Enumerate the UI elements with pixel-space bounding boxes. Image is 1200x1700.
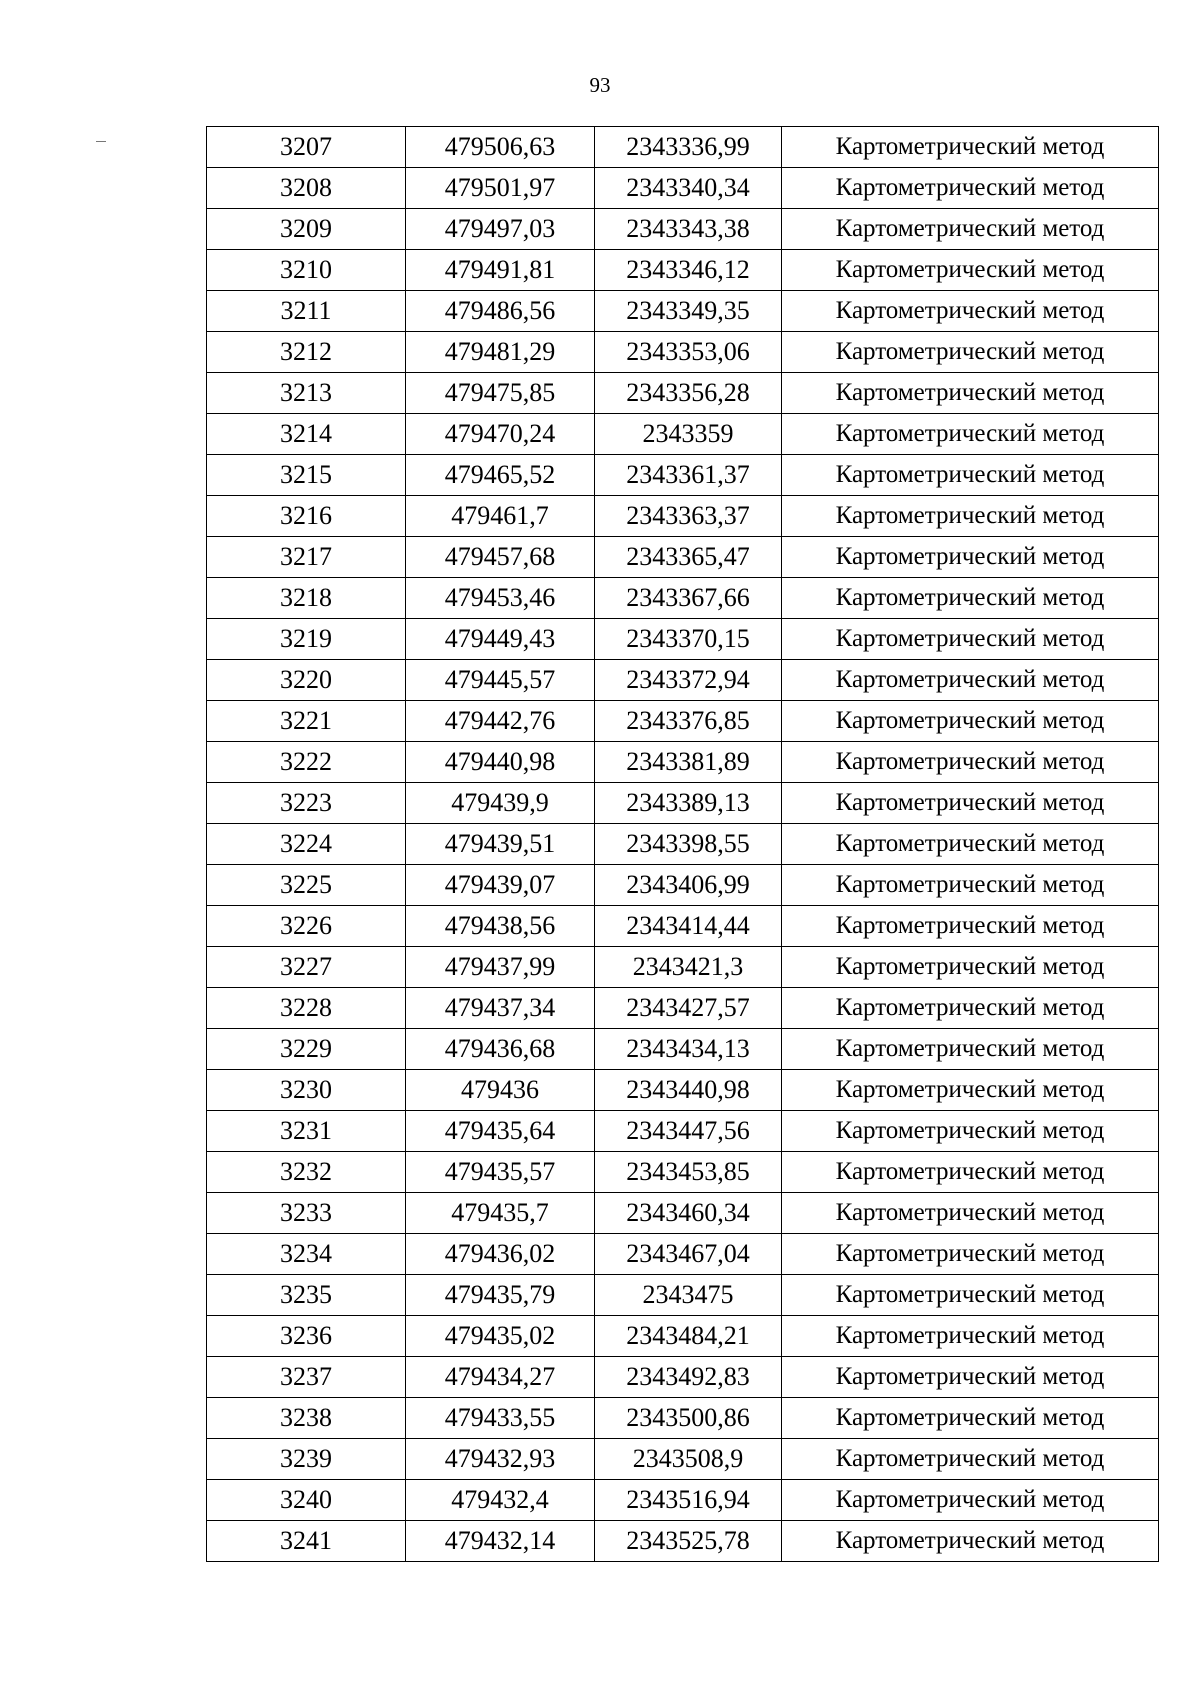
table-row bbox=[207, 414, 1159, 455]
table-row bbox=[207, 168, 1159, 209]
point-number-cell: 3229 bbox=[207, 1029, 406, 1070]
x-coordinate-cell: 479435,57 bbox=[406, 1152, 595, 1193]
table-row bbox=[207, 373, 1159, 414]
point-number-cell: 3226 bbox=[207, 906, 406, 947]
point-number-cell: 3234 bbox=[207, 1234, 406, 1275]
point-number-cell: 3239 bbox=[207, 1439, 406, 1480]
method-cell: Картометрический метод bbox=[782, 1070, 1159, 1111]
method-cell: Картометрический метод bbox=[782, 537, 1159, 578]
method-cell: Картометрический метод bbox=[782, 988, 1159, 1029]
y-coordinate-cell: 2343460,34 bbox=[595, 1193, 782, 1234]
table-row bbox=[207, 578, 1159, 619]
x-coordinate-cell: 479435,64 bbox=[406, 1111, 595, 1152]
point-number-cell: 3216 bbox=[207, 496, 406, 537]
x-coordinate-cell: 479453,46 bbox=[406, 578, 595, 619]
point-number-cell: 3231 bbox=[207, 1111, 406, 1152]
table-row bbox=[207, 660, 1159, 701]
y-coordinate-cell: 2343492,83 bbox=[595, 1357, 782, 1398]
x-coordinate-cell: 479435,7 bbox=[406, 1193, 595, 1234]
point-number-cell: 3221 bbox=[207, 701, 406, 742]
table-row bbox=[207, 291, 1159, 332]
point-number-cell: 3212 bbox=[207, 332, 406, 373]
point-number-cell: 3225 bbox=[207, 865, 406, 906]
y-coordinate-cell: 2343389,13 bbox=[595, 783, 782, 824]
x-coordinate-cell: 479439,51 bbox=[406, 824, 595, 865]
table-row bbox=[207, 1070, 1159, 1111]
method-cell: Картометрический метод bbox=[782, 209, 1159, 250]
x-coordinate-cell: 479445,57 bbox=[406, 660, 595, 701]
x-coordinate-cell: 479437,99 bbox=[406, 947, 595, 988]
point-number-cell: 3208 bbox=[207, 168, 406, 209]
table-row bbox=[207, 1234, 1159, 1275]
y-coordinate-cell: 2343346,12 bbox=[595, 250, 782, 291]
point-number-cell: 3236 bbox=[207, 1316, 406, 1357]
x-coordinate-cell: 479481,29 bbox=[406, 332, 595, 373]
method-cell: Картометрический метод bbox=[782, 701, 1159, 742]
table-row bbox=[207, 1111, 1159, 1152]
y-coordinate-cell: 2343440,98 bbox=[595, 1070, 782, 1111]
table-row bbox=[207, 1480, 1159, 1521]
y-coordinate-cell: 2343340,34 bbox=[595, 168, 782, 209]
method-cell: Картометрический метод bbox=[782, 414, 1159, 455]
method-cell: Картометрический метод bbox=[782, 1521, 1159, 1562]
y-coordinate-cell: 2343359 bbox=[595, 414, 782, 455]
y-coordinate-cell: 2343516,94 bbox=[595, 1480, 782, 1521]
method-cell: Картометрический метод bbox=[782, 865, 1159, 906]
method-cell: Картометрический метод bbox=[782, 332, 1159, 373]
point-number-cell: 3228 bbox=[207, 988, 406, 1029]
x-coordinate-cell: 479439,9 bbox=[406, 783, 595, 824]
point-number-cell: 3240 bbox=[207, 1480, 406, 1521]
method-cell: Картометрический метод bbox=[782, 127, 1159, 168]
y-coordinate-cell: 2343365,47 bbox=[595, 537, 782, 578]
x-coordinate-cell: 479501,97 bbox=[406, 168, 595, 209]
x-coordinate-cell: 479432,93 bbox=[406, 1439, 595, 1480]
table-row bbox=[207, 619, 1159, 660]
table-row bbox=[207, 1316, 1159, 1357]
method-cell: Картометрический метод bbox=[782, 291, 1159, 332]
table-row bbox=[207, 947, 1159, 988]
x-coordinate-cell: 479470,24 bbox=[406, 414, 595, 455]
table-row bbox=[207, 1398, 1159, 1439]
point-number-cell: 3219 bbox=[207, 619, 406, 660]
x-coordinate-cell: 479475,85 bbox=[406, 373, 595, 414]
y-coordinate-cell: 2343372,94 bbox=[595, 660, 782, 701]
table-row bbox=[207, 1193, 1159, 1234]
y-coordinate-cell: 2343467,04 bbox=[595, 1234, 782, 1275]
table-row bbox=[207, 250, 1159, 291]
method-cell: Картометрический метод bbox=[782, 1234, 1159, 1275]
method-cell: Картометрический метод bbox=[782, 168, 1159, 209]
point-number-cell: 3217 bbox=[207, 537, 406, 578]
y-coordinate-cell: 2343525,78 bbox=[595, 1521, 782, 1562]
y-coordinate-cell: 2343353,06 bbox=[595, 332, 782, 373]
point-number-cell: 3237 bbox=[207, 1357, 406, 1398]
method-cell: Картометрический метод bbox=[782, 373, 1159, 414]
table-row bbox=[207, 1521, 1159, 1562]
method-cell: Картометрический метод bbox=[782, 1111, 1159, 1152]
y-coordinate-cell: 2343508,9 bbox=[595, 1439, 782, 1480]
method-cell: Картометрический метод bbox=[782, 660, 1159, 701]
x-coordinate-cell: 479461,7 bbox=[406, 496, 595, 537]
y-coordinate-cell: 2343414,44 bbox=[595, 906, 782, 947]
table-row bbox=[207, 496, 1159, 537]
x-coordinate-cell: 479436 bbox=[406, 1070, 595, 1111]
table-row bbox=[207, 127, 1159, 168]
y-coordinate-cell: 2343349,35 bbox=[595, 291, 782, 332]
table-row bbox=[207, 906, 1159, 947]
table-row bbox=[207, 1152, 1159, 1193]
table-row bbox=[207, 783, 1159, 824]
coordinates-table-body bbox=[207, 127, 1159, 1562]
y-coordinate-cell: 2343381,89 bbox=[595, 742, 782, 783]
method-cell: Картометрический метод bbox=[782, 1193, 1159, 1234]
table-row bbox=[207, 824, 1159, 865]
table-row bbox=[207, 988, 1159, 1029]
point-number-cell: 3233 bbox=[207, 1193, 406, 1234]
point-number-cell: 3222 bbox=[207, 742, 406, 783]
point-number-cell: 3238 bbox=[207, 1398, 406, 1439]
table-row bbox=[207, 1357, 1159, 1398]
x-coordinate-cell: 479435,79 bbox=[406, 1275, 595, 1316]
point-number-cell: 3223 bbox=[207, 783, 406, 824]
table-row bbox=[207, 537, 1159, 578]
y-coordinate-cell: 2343484,21 bbox=[595, 1316, 782, 1357]
x-coordinate-cell: 479435,02 bbox=[406, 1316, 595, 1357]
y-coordinate-cell: 2343356,28 bbox=[595, 373, 782, 414]
y-coordinate-cell: 2343343,38 bbox=[595, 209, 782, 250]
coordinates-table bbox=[206, 126, 1159, 1562]
point-number-cell: 3210 bbox=[207, 250, 406, 291]
y-coordinate-cell: 2343427,57 bbox=[595, 988, 782, 1029]
y-coordinate-cell: 2343475 bbox=[595, 1275, 782, 1316]
point-number-cell: 3214 bbox=[207, 414, 406, 455]
method-cell: Картометрический метод bbox=[782, 578, 1159, 619]
table-row bbox=[207, 209, 1159, 250]
point-number-cell: 3232 bbox=[207, 1152, 406, 1193]
x-coordinate-cell: 479442,76 bbox=[406, 701, 595, 742]
point-number-cell: 3207 bbox=[207, 127, 406, 168]
method-cell: Картометрический метод bbox=[782, 824, 1159, 865]
method-cell: Картометрический метод bbox=[782, 1439, 1159, 1480]
x-coordinate-cell: 479436,68 bbox=[406, 1029, 595, 1070]
method-cell: Картометрический метод bbox=[782, 1480, 1159, 1521]
x-coordinate-cell: 479506,63 bbox=[406, 127, 595, 168]
y-coordinate-cell: 2343447,56 bbox=[595, 1111, 782, 1152]
method-cell: Картометрический метод bbox=[782, 1152, 1159, 1193]
x-coordinate-cell: 479432,4 bbox=[406, 1480, 595, 1521]
method-cell: Картометрический метод bbox=[782, 1357, 1159, 1398]
table-row bbox=[207, 332, 1159, 373]
x-coordinate-cell: 479465,52 bbox=[406, 455, 595, 496]
x-coordinate-cell: 479434,27 bbox=[406, 1357, 595, 1398]
method-cell: Картометрический метод bbox=[782, 1316, 1159, 1357]
y-coordinate-cell: 2343500,86 bbox=[595, 1398, 782, 1439]
table-row bbox=[207, 455, 1159, 496]
y-coordinate-cell: 2343453,85 bbox=[595, 1152, 782, 1193]
method-cell: Картометрический метод bbox=[782, 742, 1159, 783]
point-number-cell: 3209 bbox=[207, 209, 406, 250]
x-coordinate-cell: 479436,02 bbox=[406, 1234, 595, 1275]
x-coordinate-cell: 479486,56 bbox=[406, 291, 595, 332]
method-cell: Картометрический метод bbox=[782, 1398, 1159, 1439]
x-coordinate-cell: 479497,03 bbox=[406, 209, 595, 250]
point-number-cell: 3211 bbox=[207, 291, 406, 332]
x-coordinate-cell: 479432,14 bbox=[406, 1521, 595, 1562]
scan-mark bbox=[96, 141, 106, 142]
x-coordinate-cell: 479439,07 bbox=[406, 865, 595, 906]
point-number-cell: 3235 bbox=[207, 1275, 406, 1316]
y-coordinate-cell: 2343363,37 bbox=[595, 496, 782, 537]
point-number-cell: 3224 bbox=[207, 824, 406, 865]
point-number-cell: 3218 bbox=[207, 578, 406, 619]
x-coordinate-cell: 479438,56 bbox=[406, 906, 595, 947]
x-coordinate-cell: 479449,43 bbox=[406, 619, 595, 660]
point-number-cell: 3227 bbox=[207, 947, 406, 988]
method-cell: Картометрический метод bbox=[782, 619, 1159, 660]
method-cell: Картометрический метод bbox=[782, 1029, 1159, 1070]
y-coordinate-cell: 2343406,99 bbox=[595, 865, 782, 906]
y-coordinate-cell: 2343361,37 bbox=[595, 455, 782, 496]
point-number-cell: 3241 bbox=[207, 1521, 406, 1562]
y-coordinate-cell: 2343398,55 bbox=[595, 824, 782, 865]
y-coordinate-cell: 2343336,99 bbox=[595, 127, 782, 168]
point-number-cell: 3213 bbox=[207, 373, 406, 414]
y-coordinate-cell: 2343367,66 bbox=[595, 578, 782, 619]
y-coordinate-cell: 2343421,3 bbox=[595, 947, 782, 988]
table-row bbox=[207, 1029, 1159, 1070]
point-number-cell: 3215 bbox=[207, 455, 406, 496]
method-cell: Картометрический метод bbox=[782, 906, 1159, 947]
table-row bbox=[207, 701, 1159, 742]
table-row bbox=[207, 1439, 1159, 1480]
method-cell: Картометрический метод bbox=[782, 1275, 1159, 1316]
page-number: 93 bbox=[589, 73, 611, 97]
point-number-cell: 3230 bbox=[207, 1070, 406, 1111]
x-coordinate-cell: 479440,98 bbox=[406, 742, 595, 783]
method-cell: Картометрический метод bbox=[782, 496, 1159, 537]
method-cell: Картометрический метод bbox=[782, 947, 1159, 988]
table-row bbox=[207, 865, 1159, 906]
table-row bbox=[207, 742, 1159, 783]
y-coordinate-cell: 2343434,13 bbox=[595, 1029, 782, 1070]
method-cell: Картометрический метод bbox=[782, 250, 1159, 291]
table-row bbox=[207, 1275, 1159, 1316]
x-coordinate-cell: 479457,68 bbox=[406, 537, 595, 578]
y-coordinate-cell: 2343376,85 bbox=[595, 701, 782, 742]
point-number-cell: 3220 bbox=[207, 660, 406, 701]
method-cell: Картометрический метод bbox=[782, 783, 1159, 824]
x-coordinate-cell: 479437,34 bbox=[406, 988, 595, 1029]
y-coordinate-cell: 2343370,15 bbox=[595, 619, 782, 660]
x-coordinate-cell: 479491,81 bbox=[406, 250, 595, 291]
x-coordinate-cell: 479433,55 bbox=[406, 1398, 595, 1439]
method-cell: Картометрический метод bbox=[782, 455, 1159, 496]
